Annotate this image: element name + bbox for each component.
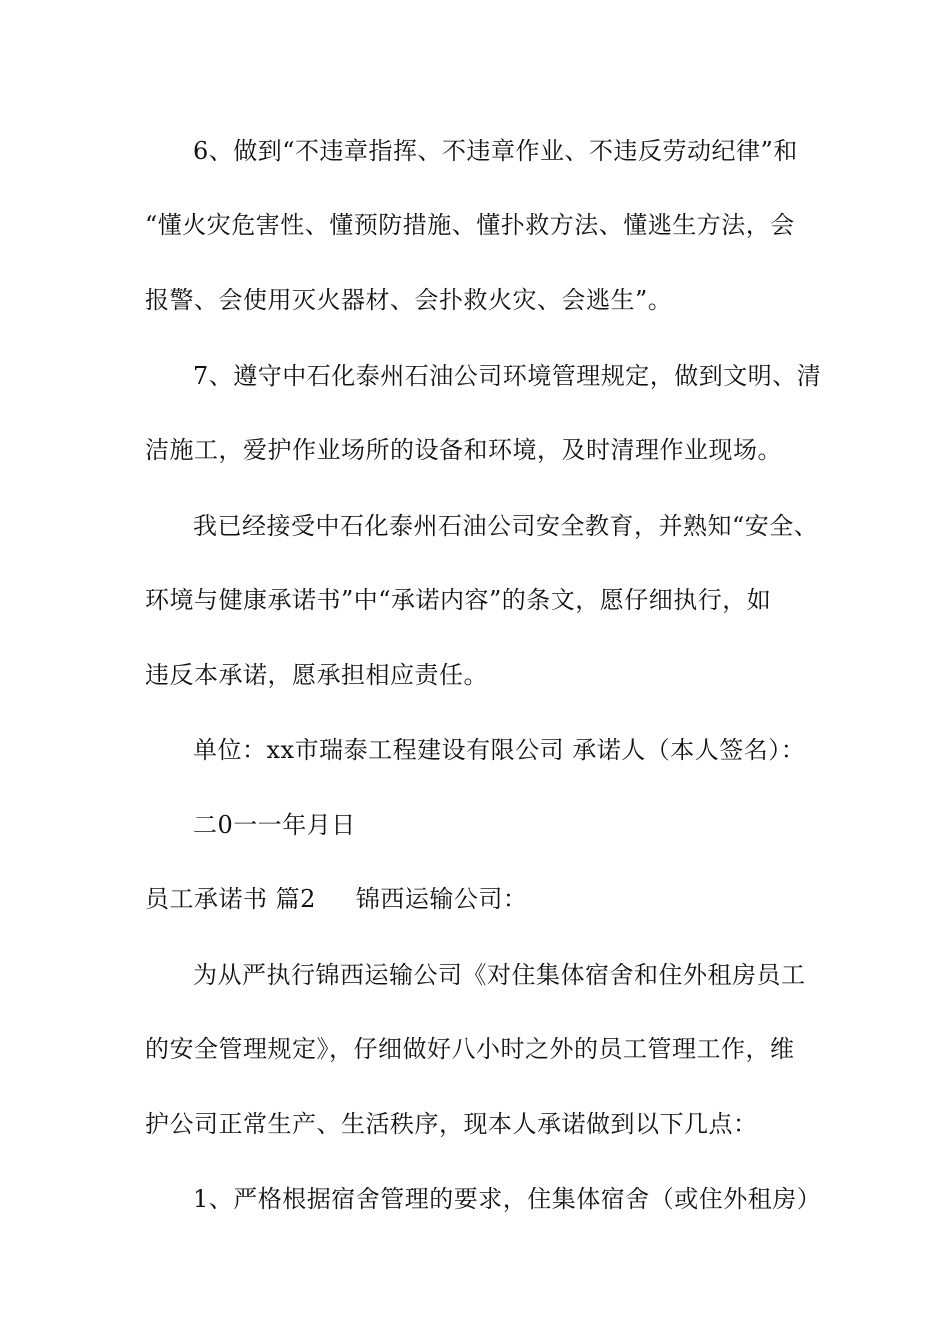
signature-line: 单位：xx市瑞泰工程建设有限公司 承诺人（本人签名）： — [193, 736, 806, 764]
paragraph-line: 违反本承诺，愿承担相应责任。 — [145, 661, 488, 689]
paragraph-line: 为从严执行锦西运输公司《对住集体宿舍和住外租房员工 — [193, 961, 806, 989]
paragraph-line: 6、做到“不违章指挥、不违章作业、不违反劳动纪律”和 — [193, 137, 798, 165]
paragraph-line: 护公司正常生产、生活秩序，现本人承诺做到以下几点： — [145, 1110, 758, 1138]
paragraph-line: 7、遵守中石化泰州石油公司环境管理规定，做到文明、清 — [193, 362, 822, 390]
paragraph-line: 洁施工，爱护作业场所的设备和环境，及时清理作业现场。 — [145, 436, 782, 464]
paragraph-line: 我已经接受中石化泰州石油公司安全教育，并熟知“安全、 — [193, 512, 819, 540]
paragraph-line: 报警、会使用灭火器材、会扑救火灾、会逃生”。 — [145, 286, 673, 314]
addressee: 锦西运输公司： — [355, 885, 528, 913]
paragraph-line: 环境与健康承诺书”中“承诺内容”的条文，愿仔细执行，如 — [145, 586, 772, 614]
section-heading: 员工承诺书 篇2 — [145, 885, 316, 913]
section-heading-line — [145, 879, 825, 919]
date-line: 二0一一年月日 — [193, 811, 356, 839]
paragraph-line: 的安全管理规定》，仔细做好八小时之外的员工管理工作，维 — [145, 1035, 795, 1063]
paragraph-line: “懂火灾危害性、懂预防措施、懂扑救方法、懂逃生方法，会 — [145, 211, 795, 239]
paragraph-line: 1、严格根据宿舍管理的要求，住集体宿舍（或住外租房） — [193, 1185, 822, 1213]
